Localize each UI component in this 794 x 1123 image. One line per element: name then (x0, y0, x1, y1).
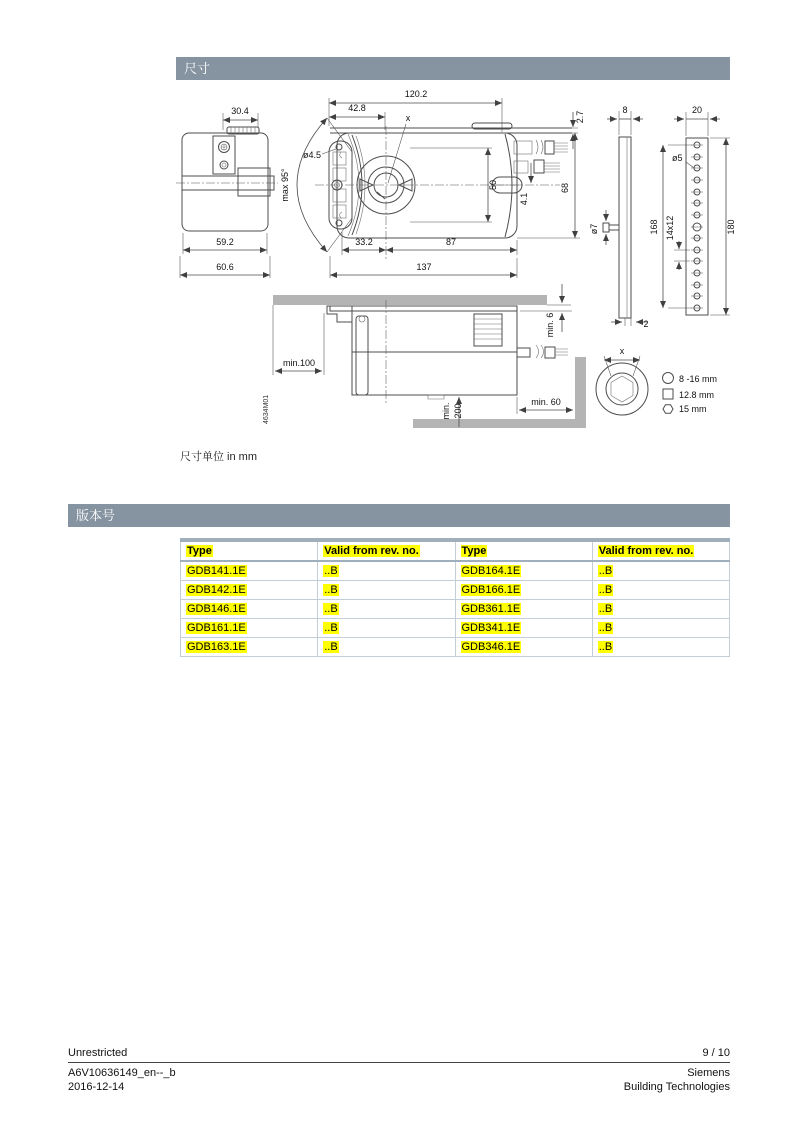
legend-hex-shaft: 15 mm (679, 404, 707, 414)
dim-68: 68 (560, 182, 570, 194)
dim-168: 168 (649, 219, 659, 235)
page-footer (68, 1046, 730, 1094)
dim-dia-4-5: ø4.5 (303, 150, 322, 160)
dim-2-7: 2.7 (575, 110, 585, 124)
table-row (181, 619, 730, 638)
cell-rev: ..B (318, 638, 455, 657)
cell-rev: ..B (318, 581, 455, 600)
view-side (176, 106, 278, 278)
cell-rev: ..B (318, 600, 455, 619)
cell-type: GDB142.1E (181, 581, 318, 600)
dim-min-200-b: 200 (453, 403, 463, 419)
table-row (181, 561, 730, 581)
view-mounting-clearance (263, 284, 586, 428)
dim-x-top: x (405, 113, 411, 123)
footer-divider (68, 1062, 730, 1063)
dim-30-4: 30.4 (231, 106, 249, 116)
dim-2: 2 (643, 319, 649, 329)
cell-type: GDB163.1E (181, 638, 318, 657)
dim-x-detail: x (619, 346, 625, 356)
cell-type: GDB166.1E (455, 581, 592, 600)
dim-120-2: 120.2 (404, 89, 428, 99)
division-name: Building Technologies (623, 1081, 730, 1093)
cell-rev: ..B (592, 638, 729, 657)
dim-max-95: max 95° (280, 168, 290, 202)
dim-dia-7: ø7 (589, 223, 599, 235)
dim-59-2: 59.2 (216, 237, 234, 247)
view-bracket-front (649, 105, 736, 315)
cell-type: GDB361.1E (455, 600, 592, 619)
view-front (280, 89, 585, 278)
cell-type: GDB146.1E (181, 600, 318, 619)
cell-rev: ..B (592, 561, 729, 581)
view-bracket-side (589, 105, 649, 329)
cell-rev: ..B (592, 581, 729, 600)
table-row (181, 581, 730, 600)
legend-square-shaft: 12.8 mm (679, 390, 715, 400)
cell-rev: ..B (318, 619, 455, 638)
section-header-dimensions: 尺寸 (176, 57, 730, 80)
dim-33-2: 33.2 (355, 237, 373, 247)
square-icon (663, 389, 673, 399)
figure-id: 4634M01 (263, 394, 270, 424)
table-header-row (181, 540, 730, 561)
table-row (181, 600, 730, 619)
classification-label: Unrestricted (68, 1047, 128, 1059)
dim-min-100: min.100 (282, 358, 316, 368)
cell-rev: ..B (592, 619, 729, 638)
dim-87: 87 (445, 237, 457, 247)
document-id: A6V10636149_en--_b (68, 1067, 176, 1079)
col-header-type-1: Type (181, 540, 318, 561)
dim-8: 8 (622, 105, 628, 115)
revision-table (180, 538, 730, 657)
dim-min-60: min. 60 (531, 397, 561, 407)
page-number: 9 / 10 (702, 1047, 730, 1059)
units-note: 尺寸单位 in mm (180, 451, 257, 463)
shaft-detail (596, 346, 717, 415)
legend-round-shaft: 8 -16 mm (679, 374, 718, 384)
dim-4-1: 4.1 (519, 192, 529, 206)
col-header-type-2: Type (455, 540, 592, 561)
col-header-rev-1: Valid from rev. no. (318, 540, 455, 561)
table-row (181, 638, 730, 657)
dim-20: 20 (691, 105, 703, 115)
hexagon-icon (663, 405, 673, 414)
cell-type: GDB161.1E (181, 619, 318, 638)
dim-42-8: 42.8 (348, 103, 366, 113)
dimension-drawing (170, 86, 742, 444)
cell-rev: ..B (318, 561, 455, 581)
cell-type: GDB341.1E (455, 619, 592, 638)
circle-icon (663, 373, 674, 384)
document-date: 2016-12-14 (68, 1081, 125, 1093)
dim-180: 180 (726, 219, 736, 235)
company-name: Siemens (687, 1067, 730, 1079)
dim-dia-5: ø5 (672, 153, 683, 163)
dim-60-6: 60.6 (216, 262, 234, 272)
dim-14x12: 14x12 (665, 215, 675, 241)
cell-rev: ..B (592, 600, 729, 619)
cell-type: GDB141.1E (181, 561, 318, 581)
cell-type: GDB164.1E (455, 561, 592, 581)
cell-type: GDB346.1E (455, 638, 592, 657)
dim-50: 50 (488, 179, 498, 191)
col-header-rev-2: Valid from rev. no. (592, 540, 729, 561)
dim-min-6: min. 6 (545, 312, 555, 338)
dim-min-200-a: min. (441, 402, 451, 420)
dim-137: 137 (416, 262, 432, 272)
section-header-revision: 版本号 (68, 504, 730, 527)
